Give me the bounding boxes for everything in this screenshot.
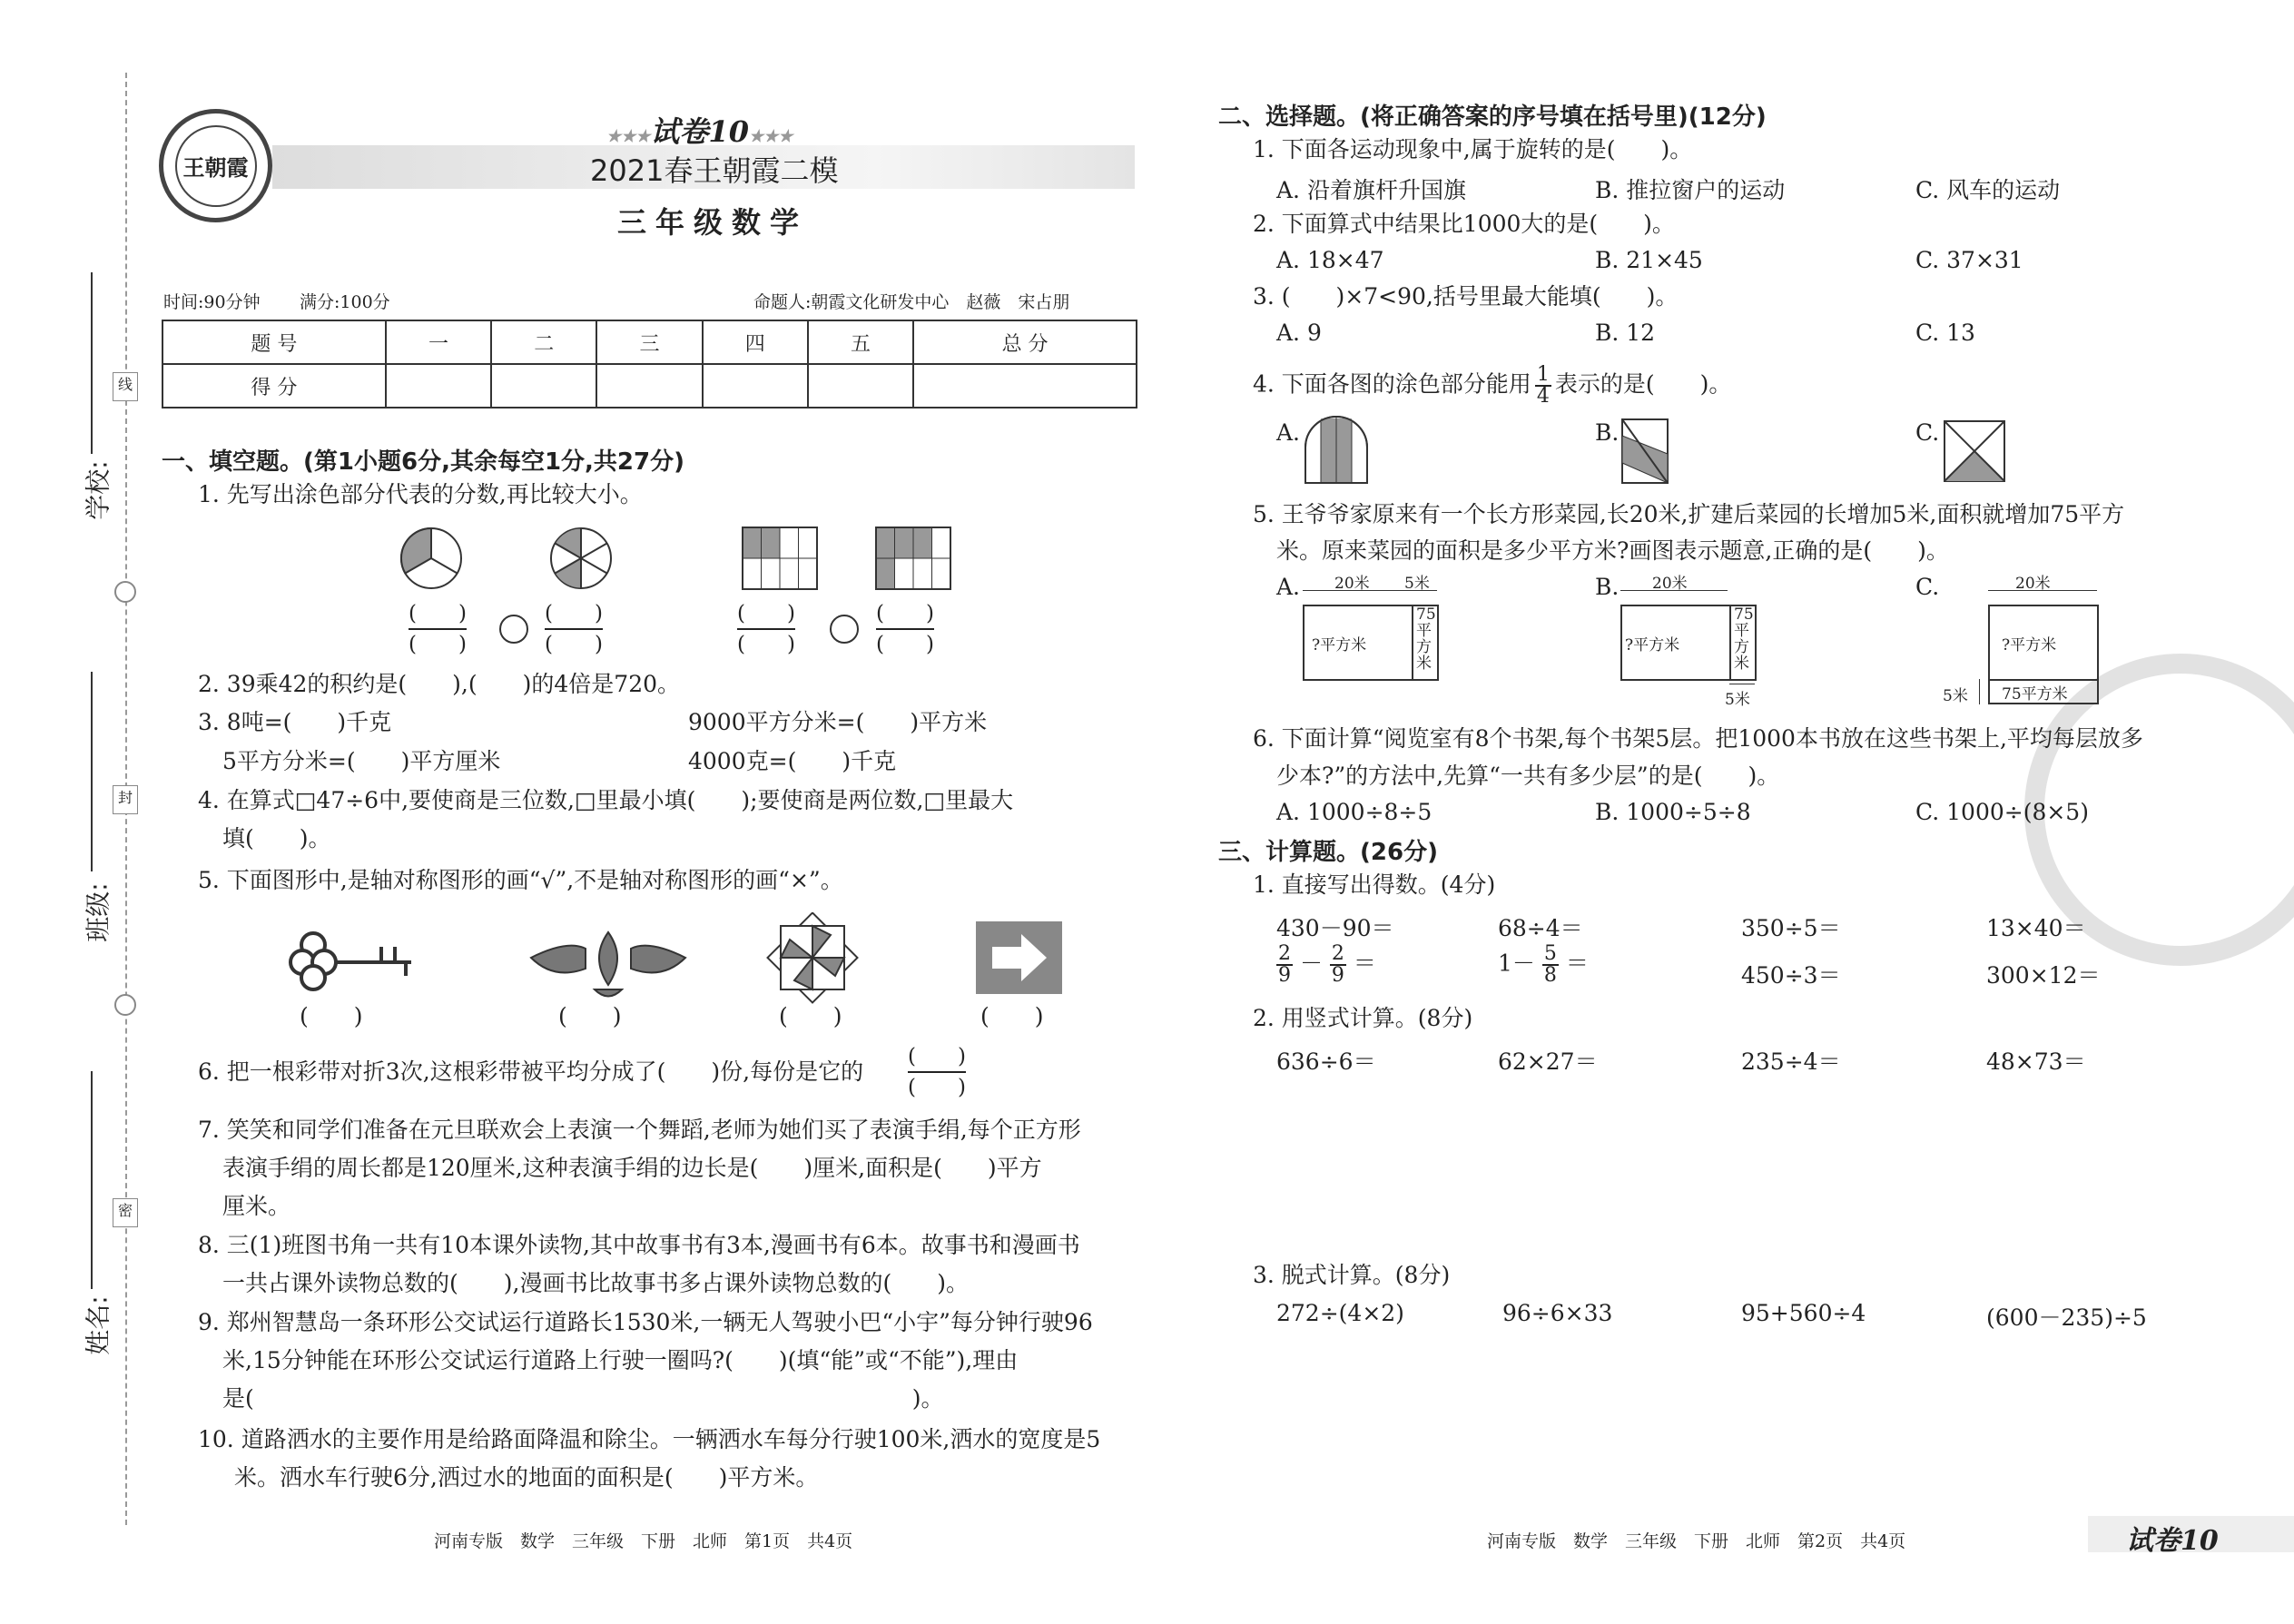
area-diagram-c xyxy=(1943,570,2102,715)
exam-title: 2021春王朝霞二模 xyxy=(590,153,839,188)
section-title: 三、计算题。(26分) xyxy=(1218,839,1438,866)
calc-item[interactable]: 68÷4＝ xyxy=(1498,915,1583,941)
area-label: ?平方米 xyxy=(1312,636,1367,655)
option-b[interactable]: B. xyxy=(1595,419,1620,446)
score-input[interactable] xyxy=(703,364,808,408)
page-footer: 河南专版 数学 三年级 下册 北师 第1页 共4页 xyxy=(434,1531,853,1551)
question-text: 1. 下面各运动现象中,属于旋转的是( )。 xyxy=(1253,136,1693,162)
option-b[interactable]: B. 12 xyxy=(1595,320,1656,346)
dim-label: 20米 xyxy=(2015,575,2051,593)
question-text: 米。原来菜园的面积是多少平方米?画图表示题意,正确的是( )。 xyxy=(1276,537,1949,564)
slash-square-figure xyxy=(1620,418,1670,486)
calc-item[interactable]: 95+560÷4 xyxy=(1741,1300,1866,1326)
x-square-figure xyxy=(1943,419,2006,483)
question-text: 米。洒水车行驶6分,洒过水的地面的面积是( )平方米。 xyxy=(234,1464,819,1491)
hole-icon xyxy=(114,994,136,1016)
section-title: 一、填空题。(第1小题6分,其余每空1分,共27分) xyxy=(162,448,684,476)
grid-figure-2 xyxy=(876,527,950,589)
series-tag: ★★★试卷10★★★ xyxy=(606,114,793,149)
question-text: 2. 39乘42的积约是( ),( )的4倍是720。 xyxy=(198,671,681,697)
dim-label: 5米 xyxy=(1943,687,1968,705)
question-text: 5. 下面图形中,是轴对称图形的画“√”,不是轴对称图形的画“×”。 xyxy=(198,867,843,893)
option-a[interactable]: A. xyxy=(1276,419,1301,446)
score-cell: 五 xyxy=(808,320,913,364)
hole-icon xyxy=(114,581,136,603)
question-text: 4. 下面各图的涂色部分能用 $\frac{1}{4}$ 表示的是( )。 xyxy=(1253,363,1732,408)
question-text: 2. 下面算式中结果比1000大的是( )。 xyxy=(1253,211,1675,237)
dim-line xyxy=(1303,590,1437,591)
dim-label: 5米 xyxy=(1725,691,1750,709)
class-label: 班级: xyxy=(83,882,113,942)
question-text: 3. ( )×7<90,括号里最大能填( )。 xyxy=(1253,283,1679,310)
question-text: 填( )。 xyxy=(222,825,331,851)
score-cell: 得 分 xyxy=(162,364,386,408)
pie-figure-1 xyxy=(401,528,461,588)
fraction-one-quarter: $\frac{1}{4}$ xyxy=(1536,363,1550,408)
option-a[interactable]: A. 18×47 xyxy=(1276,247,1384,273)
question-text: 米,15分钟能在环形公交试运行道路上行驶一圈吗?( )(填“能”或“不能”),理由 xyxy=(222,1347,1019,1373)
score-input[interactable] xyxy=(386,364,491,408)
fraction-answer[interactable]: ( ) ( ) xyxy=(876,599,934,659)
page-footer: 河南专版 数学 三年级 下册 北师 第2页 共4页 xyxy=(1487,1531,1906,1551)
dim-label: 20米 xyxy=(1334,575,1370,593)
brand-logo xyxy=(159,109,272,222)
dim-line xyxy=(1620,590,1728,591)
question-text: 少本?”的方法中,先算“一共有多少层”的是( )。 xyxy=(1276,763,1780,789)
question-text: 9000平方分米=( )平方米 xyxy=(688,709,988,735)
question-text: 4000克=( )千克 xyxy=(688,748,897,774)
question-text: 2. 用竖式计算。(8分) xyxy=(1253,1005,1473,1031)
option-b[interactable]: B. 21×45 xyxy=(1595,247,1703,273)
question-text: 4. 在算式□47÷6中,要使商是三位数,□里最小填( );要使商是两位数,□里最大 xyxy=(198,787,1014,813)
option-c[interactable]: C. 1000÷(8×5) xyxy=(1915,799,2089,825)
binding-mark-xian: 线 xyxy=(113,372,138,401)
calc-item[interactable]: 272÷(4×2) xyxy=(1276,1300,1404,1326)
question-text: 一共占课外读物总数的( ),漫画书比故事书多占课外读物总数的( )。 xyxy=(222,1270,969,1296)
question-text: 3. 8吨=( )千克 xyxy=(198,709,392,735)
question-text: 是( )。 xyxy=(222,1385,944,1412)
option-b[interactable]: B. xyxy=(1595,574,1620,600)
option-a[interactable]: A. 1000÷8÷5 xyxy=(1276,799,1433,825)
answer-paren[interactable]: ( ) xyxy=(558,1003,622,1029)
name-label: 姓名: xyxy=(83,1295,113,1355)
school-blank[interactable] xyxy=(91,272,93,454)
page-tag-text: 试卷10 xyxy=(2126,1525,2219,1557)
score-cell: 一 xyxy=(386,320,491,364)
option-c[interactable]: C. 13 xyxy=(1915,320,1975,346)
calc-item[interactable]: 62×27＝ xyxy=(1498,1048,1598,1075)
question-text: 8. 三(1)班图书角一共有10本课外读物,其中故事书有3本,漫画书有6本。故事书和漫画书 xyxy=(198,1232,1080,1258)
score-cell: 四 xyxy=(703,320,808,364)
class-blank[interactable] xyxy=(91,672,93,871)
option-c[interactable]: C. xyxy=(1915,574,1940,600)
area-label-vertical: 75 平 方 米 xyxy=(1416,605,1436,673)
dim-line xyxy=(1988,590,2097,591)
question-text: 10. 道路洒水的主要作用是给路面降温和除尘。一辆洒水车每分行驶100米,洒水的宽度是5 xyxy=(198,1426,1101,1452)
option-c[interactable]: C. xyxy=(1915,419,1940,446)
full-score: 满分:100分 xyxy=(300,292,390,312)
question-text: 9. 郑州智慧岛一条环形公交试运行道路长1530米,一辆无人驾驶小巴“小宇”每分钟行驶96 xyxy=(198,1309,1093,1335)
fraction-figures xyxy=(399,522,962,595)
flower-figure xyxy=(531,932,685,997)
grid-figure-1 xyxy=(743,527,817,589)
name-blank[interactable] xyxy=(91,1071,93,1289)
exam-time: 时间:90分钟 xyxy=(163,292,261,312)
question-text: 5. 王爷爷家原来有一个长方形菜园,长20米,扩建后菜园的长增加5米,面积就增加75平方 xyxy=(1253,501,2125,527)
fraction-answer[interactable]: ( ) ( ) xyxy=(908,1042,966,1102)
fraction-answer[interactable]: ( ) ( ) xyxy=(737,599,795,659)
option-a[interactable]: A. 沿着旗杆升国旗 xyxy=(1276,177,1466,203)
symmetry-figures xyxy=(268,912,1067,1012)
score-cell: 三 xyxy=(596,320,702,364)
fraction: $\frac{2}{9}$ xyxy=(1331,942,1344,987)
calc-item[interactable]: 1－ $\frac{5}{8}$ ＝ xyxy=(1498,942,1589,987)
calc-item[interactable]: 48×73＝ xyxy=(1986,1048,2086,1075)
question-text: 厘米。 xyxy=(222,1193,291,1219)
question-text: 1. 先写出涂色部分代表的分数,再比较大小。 xyxy=(198,481,643,507)
calc-item[interactable]: 350÷5＝ xyxy=(1741,915,1841,941)
option-b[interactable]: B. 推拉窗户的运动 xyxy=(1595,177,1786,203)
school-label: 学校: xyxy=(83,460,113,520)
fraction-answer[interactable]: ( ) ( ) xyxy=(545,599,603,659)
dim-label: 20米 xyxy=(1652,575,1688,593)
calc-item[interactable]: 450÷3＝ xyxy=(1741,962,1841,989)
binding-mark-mi: 密 xyxy=(113,1198,138,1227)
answer-paren[interactable]: ( ) xyxy=(980,1003,1044,1029)
pinwheel-figure xyxy=(768,913,858,1003)
question-text: 6. 把一根彩带对折3次,这根彩带被平均分成了( )份,每份是它的 xyxy=(198,1058,864,1085)
fraction: $\frac{2}{9}$ xyxy=(1278,942,1291,987)
star-icon: ★★★ xyxy=(748,127,793,146)
fraction: $\frac{5}{8}$ xyxy=(1543,942,1557,987)
option-a[interactable]: A. 9 xyxy=(1276,320,1322,346)
question-text: 7. 笑笑和同学们准备在元旦联欢会上表演一个舞蹈,老师为她们买了表演手绢,每个正方形 xyxy=(198,1117,1081,1143)
section-title: 二、选择题。(将正确答案的序号填在括号里)(12分) xyxy=(1218,103,1767,131)
calc-item[interactable]: (600－235)÷5 xyxy=(1986,1304,2147,1331)
area-diagram-a xyxy=(1303,570,1439,684)
score-input[interactable] xyxy=(491,364,596,408)
dim-label: 5米 xyxy=(1404,575,1430,593)
option-a[interactable]: A. xyxy=(1276,574,1301,600)
calc-item[interactable]: 235÷4＝ xyxy=(1741,1048,1841,1075)
score-cell: 二 xyxy=(491,320,596,364)
calc-item[interactable]: 300×12＝ xyxy=(1986,962,2101,989)
compare-circle[interactable] xyxy=(499,615,528,644)
calc-item[interactable]: 96÷6×33 xyxy=(1502,1300,1613,1326)
area-label: ?平方米 xyxy=(1625,636,1680,655)
question-text: 表演手绢的周长都是120厘米,这种表演手绢的边长是( )厘米,面积是( )平方 xyxy=(222,1155,1042,1181)
calc-item[interactable]: $\frac{2}{9}$ － $\frac{2}{9}$ ＝ xyxy=(1278,942,1376,987)
arrow-figure xyxy=(976,921,1062,994)
score-input[interactable] xyxy=(808,364,913,408)
score-input[interactable] xyxy=(596,364,702,408)
calc-item[interactable]: 636÷6＝ xyxy=(1276,1048,1376,1075)
fraction-answer[interactable]: ( ) ( ) xyxy=(409,599,467,659)
logo-text: 王朝霞 xyxy=(175,125,257,207)
calc-item[interactable]: 13×40＝ xyxy=(1986,915,2086,941)
star-icon: ★★★ xyxy=(606,127,651,146)
exam-author: 命题人:朝霞文化研发中心 赵薇 宋占朋 xyxy=(753,292,1070,312)
compare-circle[interactable] xyxy=(830,615,859,644)
question-text: 3. 脱式计算。(8分) xyxy=(1253,1262,1451,1288)
area-label-vertical: 75 平 方 米 xyxy=(1734,605,1754,673)
option-b[interactable]: B. 1000÷5÷8 xyxy=(1595,799,1751,825)
score-input[interactable] xyxy=(913,364,1137,408)
dim-line xyxy=(1979,679,1980,704)
score-table-row xyxy=(162,364,1137,408)
option-c[interactable]: C. 风车的运动 xyxy=(1915,177,2061,203)
question-text: 5平方分米=( )平方厘米 xyxy=(222,748,501,774)
calc-item[interactable]: 430－90＝ xyxy=(1276,915,1394,941)
option-c[interactable]: C. 37×31 xyxy=(1915,247,2023,273)
question-text: 1. 直接写出得数。(4分) xyxy=(1253,871,1496,898)
score-cell: 总 分 xyxy=(913,320,1137,364)
score-table-header-row xyxy=(162,320,1137,364)
area-label: ?平方米 xyxy=(2002,636,2057,655)
answer-paren[interactable]: ( ) xyxy=(779,1003,842,1029)
score-table xyxy=(162,320,1137,408)
score-cell: 题 号 xyxy=(162,320,386,364)
pie-figure-2 xyxy=(551,528,611,588)
binding-mark-feng: 封 xyxy=(113,785,138,814)
answer-paren[interactable]: ( ) xyxy=(300,1003,363,1029)
arch-figure xyxy=(1303,413,1371,486)
subject-title: 三年级数学 xyxy=(617,205,809,240)
area-diagram-b xyxy=(1620,570,1757,715)
area-label: 75平方米 xyxy=(2002,685,2068,704)
question-text: 6. 下面计算“阅览室有8个书架,每个书架5层。把1000本书放在这些书架上,平均每层放多 xyxy=(1253,725,2143,752)
key-figure xyxy=(290,933,411,989)
